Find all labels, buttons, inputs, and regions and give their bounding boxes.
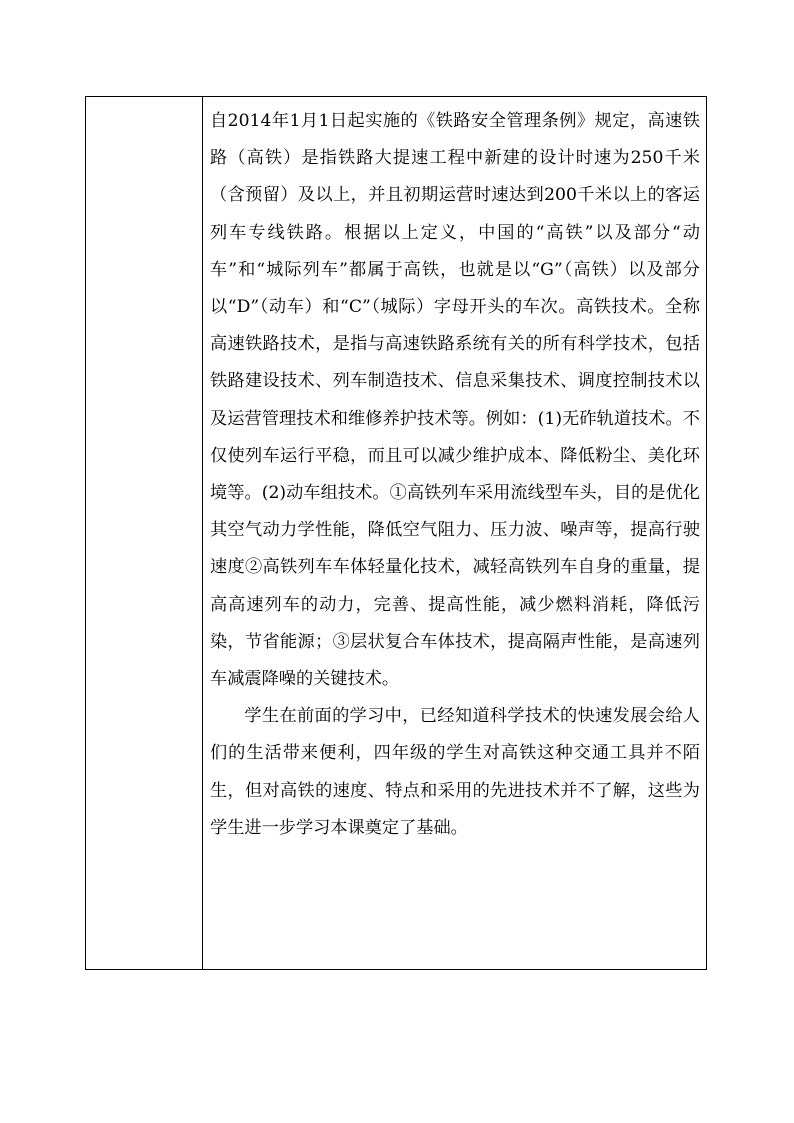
content-table (85, 96, 707, 970)
label-cell (86, 97, 203, 969)
paragraph-high-speed-rail-definition: 自2014年1月1日起实施的《铁路安全管理条例》规定，高速铁路（高铁）是指铁路大提速工程中新建的设计时速为250千米（含预留）及以上，并且初期运营时速达到200千米以上的客运列车专线铁路。根据以上定义，中国的“高铁”以及部分“动车”和“城际列车”都属于高铁，也就是以“G”（高铁）以及部分以“D”（动车）和“C”（城际）字母开头的车次。高铁技术。全称高速铁路技术，是指与高速铁路系统有关的所有科学技术，包括铁路建设技术、列车制造技术、信息采集技术、调度控制技术以及运营管理技术和维修养护技术等。例如：(1)无砟轨道技术。不仅使列车运行平稳，而且可以减少维护成本、降低粉尘、美化环境等。(2)动车组技术。①高铁列车采用流线型车头，目的是优化其空气动力学性能，降低空气阻力、压力波、噪声等，提高行驶速度②高铁列车车体轻量化技术，减轻高铁列车自身的重量，提高高速列车的动力，完善、提高性能，减少燃料消耗，降低污染，节省能源；③层状复合车体技术，提高隔声性能，是高速列车减震降噪的关键技术。 (210, 111, 700, 690)
paragraph-student-background: 学生在前面的学习中，已经知道科学技术的快速发展会给人们的生活带来便利，四年级的学生对高铁这种交通工具并不陌生，但对高铁的速度、特点和采用的先进技术并不了解，这些为学生进一步学习本课奠定了基础。 (210, 706, 700, 838)
content-cell (203, 97, 706, 969)
